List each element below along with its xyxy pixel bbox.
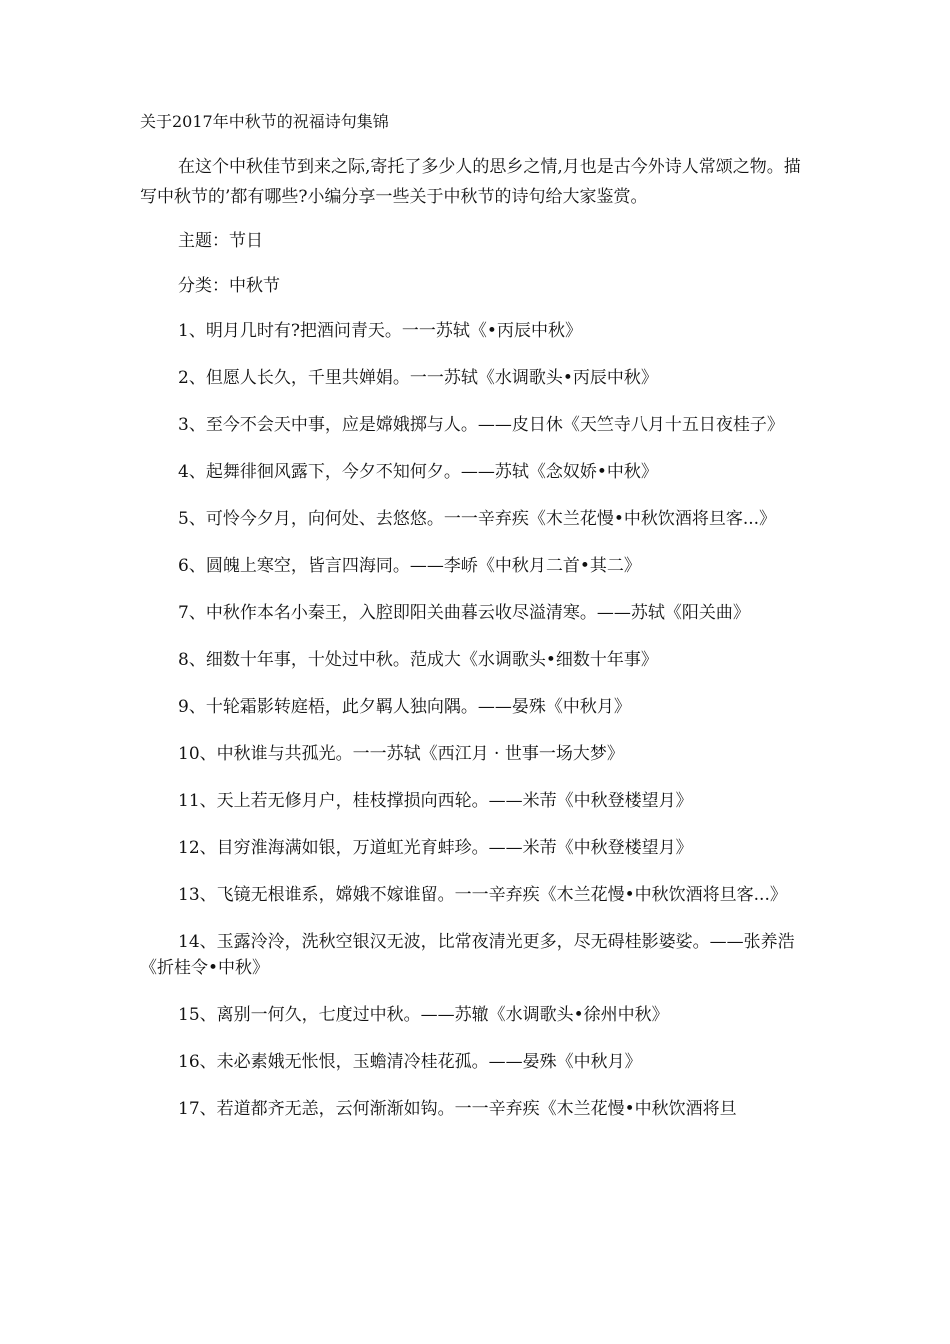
poem-line: 3、至今不会天中事，应是嫦娥掷与人。——皮日休《天竺寺八月十五日夜桂子》 <box>178 415 784 435</box>
poem-line: 1、明月几时有?把酒问青天。一一苏轼《•丙辰中秋》 <box>178 321 582 341</box>
poem-line: 14、玉露泠泠，洗秋空银汉无波，比常夜清光更多，尽无碍桂影婆娑。——张养浩《折桂令•中秋》 <box>140 932 795 978</box>
poem-line: 10、中秋谁与共孤光。一一苏轼《西江月 · 世事一场大梦》 <box>178 744 624 764</box>
poem-line: 5、可怜今夕月，向何处、去悠悠。一一辛弃疾《木兰花慢•中秋饮酒将旦客...》 <box>178 509 777 529</box>
poem-line: 13、飞镜无根谁系，嫦娥不嫁谁留。一一辛弃疾《木兰花慢•中秋饮酒将旦客...》 <box>178 885 787 905</box>
poem-line: 9、十轮霜影转庭梧，此夕羁人独向隅。——晏殊《中秋月》 <box>178 697 631 717</box>
poem-line: 6、圆魄上寒空，皆言四海同。——李峤《中秋月二首•其二》 <box>178 556 641 576</box>
document-title: 关于2017年中秋节的祝福诗句集锦 <box>140 112 389 131</box>
poem-line-list <box>140 318 810 1143</box>
category-line: 分类：中秋节 <box>178 276 280 296</box>
poem-line: 7、中秋作本名小秦王，入腔即阳关曲暮云收尽溢清寒。——苏轼《阳关曲》 <box>178 603 750 623</box>
poem-line: 4、起舞徘徊风露下，今夕不知何夕。——苏轼《念奴娇•中秋》 <box>178 462 658 482</box>
intro-paragraph: 在这个中秋佳节到来之际,寄托了多少人的思乡之情,月也是古今外诗人常颂之物。描写中秋节的’都有哪些?小编分享一些关于中秋节的诗句给大家鉴赏。 <box>140 157 801 207</box>
poem-line: 11、天上若无修月户，桂枝撑损向西轮。——米芾《中秋登楼望月》 <box>178 791 693 811</box>
poem-line: 12、目穷淮海满如银，万道虹光育蚌珍。——米芾《中秋登楼望月》 <box>178 838 693 858</box>
poem-line: 15、离别一何久，七度过中秋。——苏辙《水调歌头•徐州中秋》 <box>178 1005 669 1025</box>
poem-line: 2、但愿人长久，千里共婵娟。一一苏轼《水调歌头•丙辰中秋》 <box>178 368 658 388</box>
poem-line: 8、细数十年事，十处过中秋。范成大《水调歌头•细数十年事》 <box>178 650 658 670</box>
poem-line: 16、未必素娥无怅恨，玉蟾清冷桂花孤。——晏殊《中秋月》 <box>178 1052 642 1072</box>
theme-line: 主题：节日 <box>178 231 263 251</box>
poem-line: 17、若道都齐无恙，云何渐渐如钩。一一辛弃疾《木兰花慢•中秋饮酒将旦 <box>178 1099 737 1119</box>
